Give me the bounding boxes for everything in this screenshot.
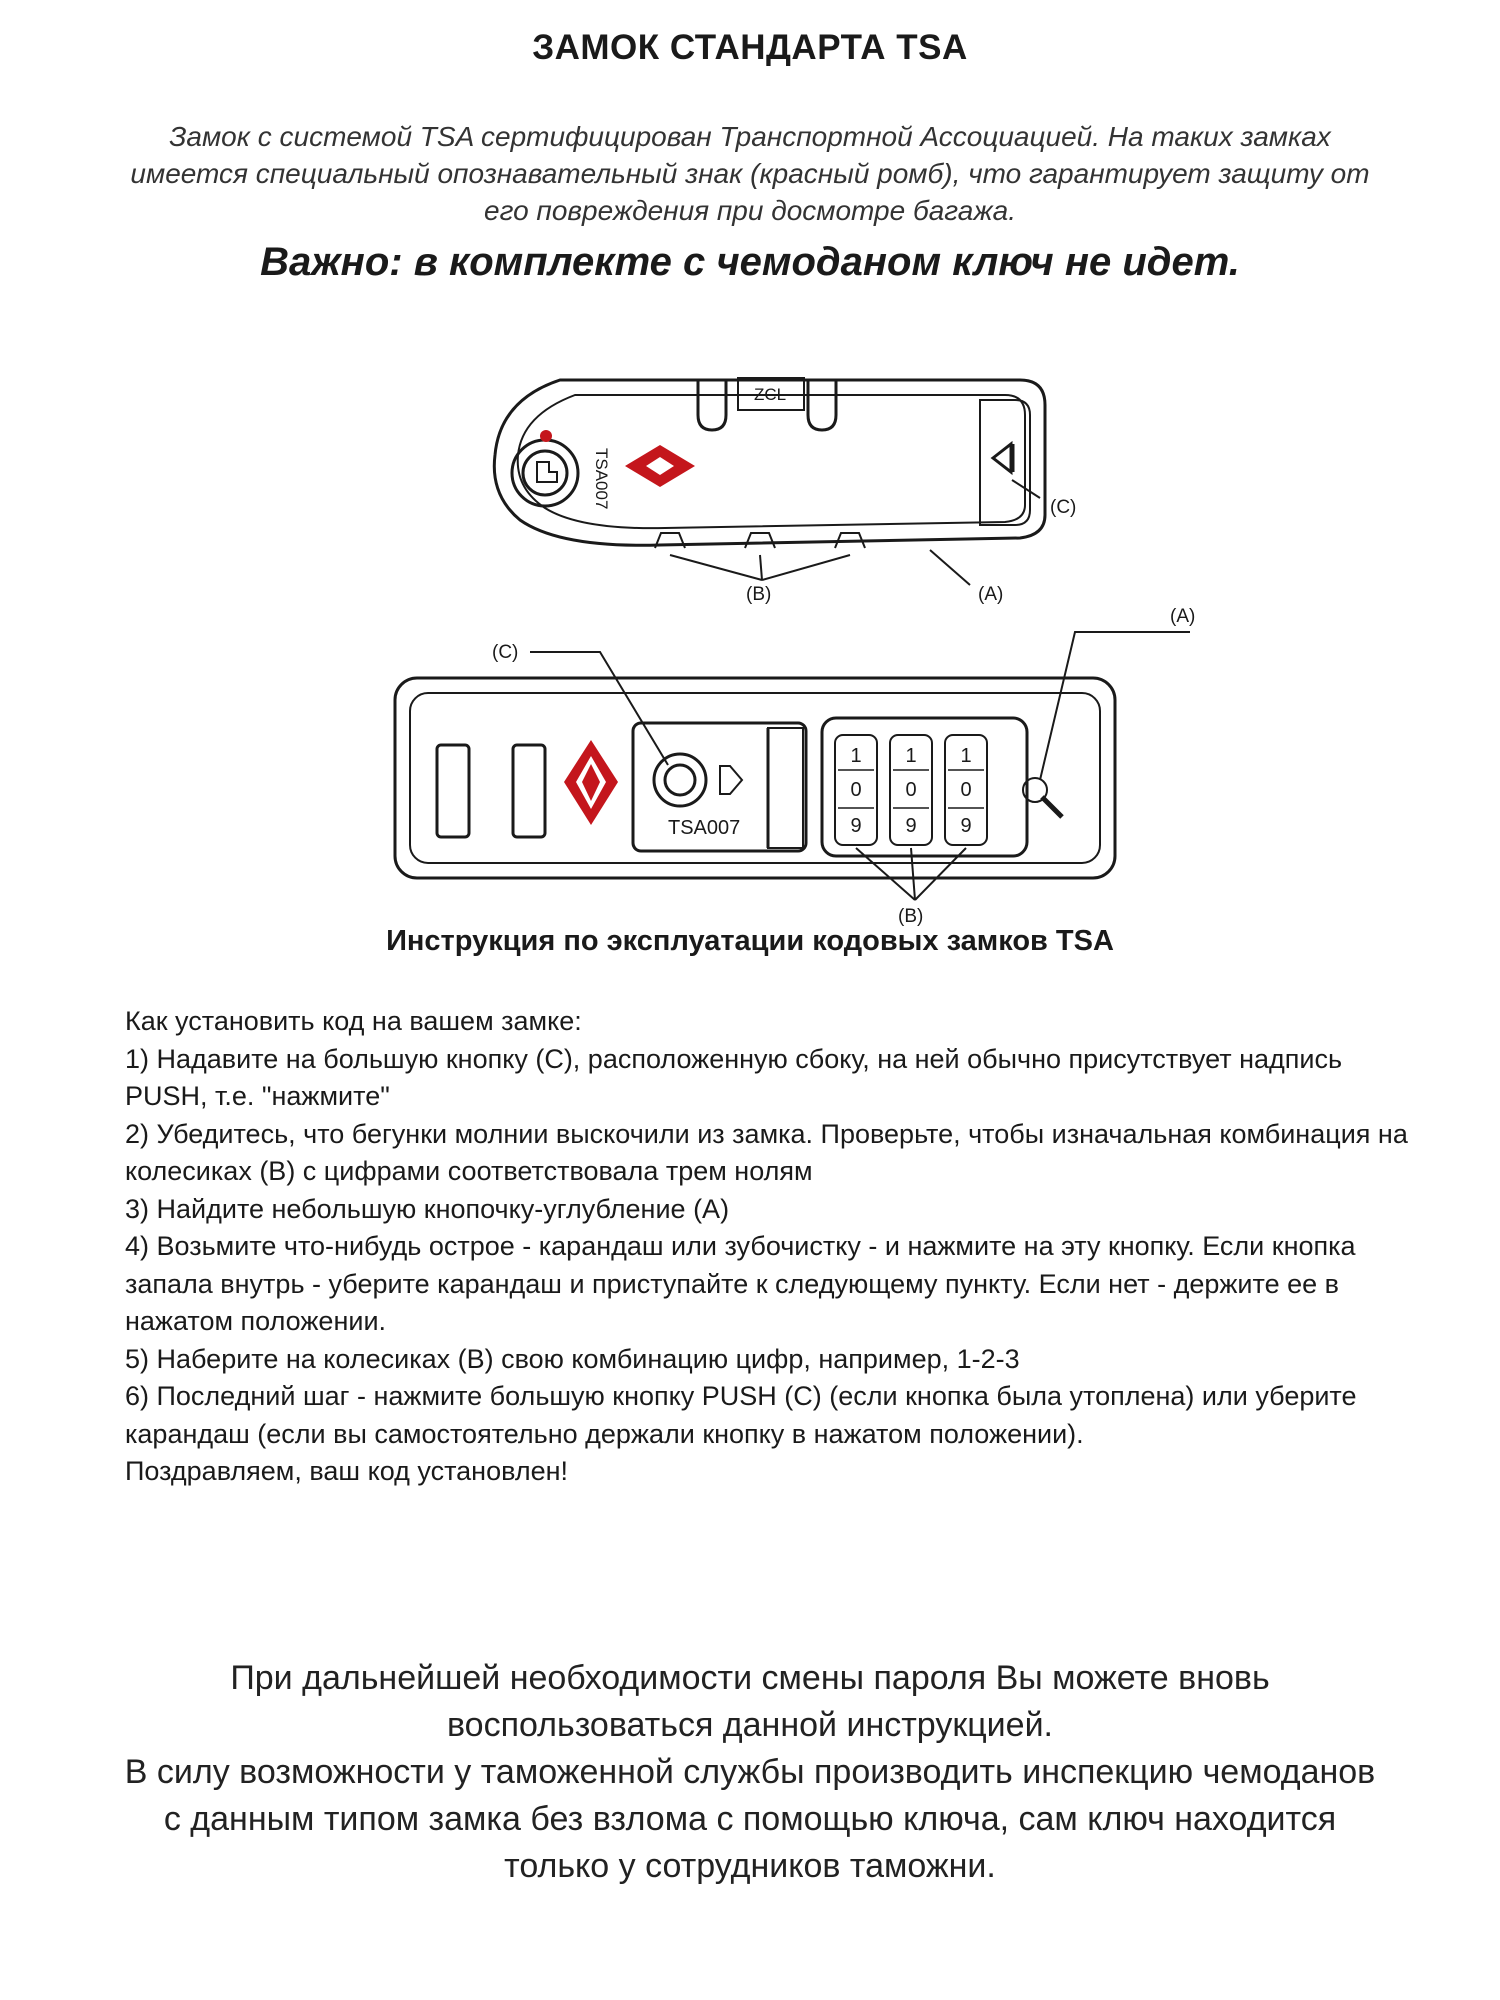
instruction-step-4: 4) Возьмите что-нибудь острое - карандаш или зубочистку - и нажмите на эту кнопку. Если кнопка запала внутрь - уберите карандаш и приступайте к следующему пункту. Если нет - держите ее в нажатом положении. — [125, 1231, 1356, 1336]
wheel-2-digit-bottom: 9 — [905, 815, 917, 837]
wheel-2-digit-mid: 0 — [905, 779, 917, 801]
bottom-callout-a: (A) — [1170, 606, 1196, 627]
wheel-2-digit-top: 1 — [905, 745, 917, 767]
instruction-step-6: 6) Последний шаг - нажмите большую кнопку PUSH (С) (если кнопка была утоплена) или уберите карандаш (если вы самостоятельно держали кнопку в нажатом положении). — [125, 1381, 1357, 1449]
instruction-congrats: Поздравляем, ваш код установлен! — [125, 1456, 568, 1486]
top-brand-label: ZCL — [753, 385, 787, 404]
tsa-lock-diagram — [0, 360, 1500, 930]
top-callout-a: (A) — [978, 584, 1004, 605]
bottom-callout-b: (B) — [898, 906, 924, 927]
wheel-1-digit-bottom: 9 — [850, 815, 862, 837]
bottom-key-cylinder-icon — [654, 754, 706, 806]
instructions — [125, 1003, 1415, 1491]
top-lock-label: TSA007 — [592, 448, 611, 510]
wheel-3-digit-mid: 0 — [960, 779, 972, 801]
instructions-heading: Как установить код на вашем замке: — [125, 1006, 582, 1036]
footer-note — [120, 1655, 1380, 1890]
important-note: Важно: в комплекте с чемоданом ключ не идет. — [260, 240, 1240, 284]
instruction-step-3: 3) Найдите небольшую кнопочку-углубление (А) — [125, 1193, 730, 1224]
wheel-3-digit-bottom: 9 — [960, 815, 972, 837]
wheel-1-digit-mid: 0 — [850, 779, 862, 801]
page-title: ЗАМОК СТАНДАРТА TSA — [532, 28, 968, 67]
instruction-step-2: 2) Убедитесь, что бегунки молнии выскочили из замка. Проверьте, чтобы изначальная комбинация на колесиках (В) с цифрами соответствовала трем нолям — [125, 1118, 1408, 1186]
bottom-arrow-icon — [720, 766, 742, 794]
instruction-step-5: 5) Наберите на колесиках (В) свою комбинацию цифр, например, 1-2-3 — [125, 1343, 1020, 1374]
instruction-step-1: 1) Надавите на большую кнопку (С), расположенную сбоку, на ней обычно присутствует надпись PUSH, т.е. "нажмите" — [125, 1043, 1343, 1111]
top-lock-illustration — [494, 378, 1045, 585]
bottom-callout-c: (C) — [492, 642, 519, 663]
intro-text: Замок с системой TSA сертифицирован Транспортной Ассоциацией. На таких замках имеется специальный опознавательный знак (красный ромб), что гарантирует защиту от его повреждения при досмотре багажа. — [130, 121, 1370, 226]
push-arrow-icon — [993, 444, 1011, 472]
top-callout-b: (B) — [746, 584, 772, 605]
top-callout-c: (C) — [1050, 497, 1077, 518]
wheel-3-digit-top: 1 — [960, 745, 972, 767]
footer-line-2: В силу возможности у таможенной службы производить инспекцию чемоданов с данным типом замка без взлома с помощью ключа, сам ключ находится только у сотрудников таможни. — [124, 1753, 1376, 1885]
diagram-caption: Инструкция по эксплуатации кодовых замков TSA — [386, 925, 1114, 957]
wheel-digits — [850, 745, 971, 837]
footer-line-1: При дальнейшей необходимости смены пароля Вы можете вновь воспользоваться данной инструкцией. — [230, 1659, 1270, 1744]
bottom-lock-illustration — [395, 632, 1190, 900]
wheel-1-digit-top: 1 — [850, 745, 862, 767]
bottom-lock-label: TSA007 — [668, 817, 741, 839]
bottom-lock-diamond — [564, 740, 618, 825]
